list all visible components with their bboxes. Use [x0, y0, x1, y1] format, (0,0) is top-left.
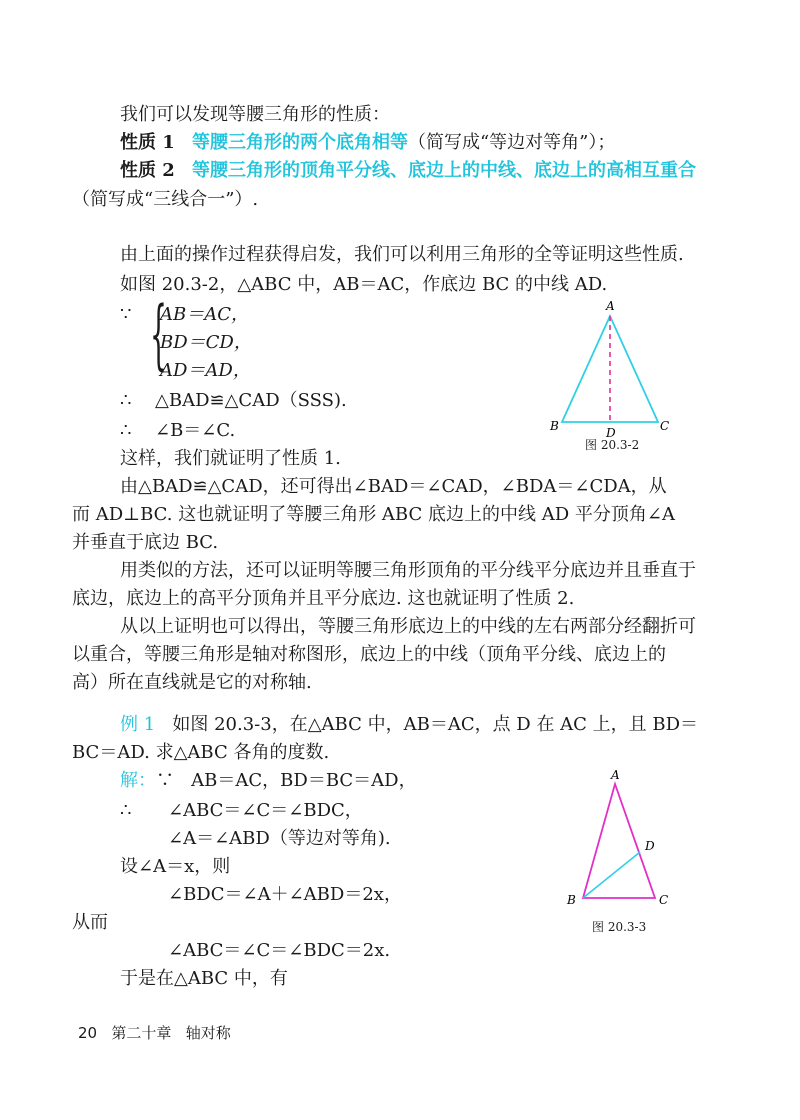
therefore-symbol: ∴: [120, 420, 132, 441]
vertex-label-b: B: [550, 419, 559, 433]
solution-step: ∠A＝∠ABD（等边对等角).: [168, 828, 391, 849]
example-line: [120, 712, 698, 738]
text-line: 由上面的操作过程获得启发，我们可以利用三角形的全等证明这些性质.: [120, 244, 684, 265]
vertex-label-d: D: [645, 839, 655, 853]
vertex-label-a: A: [606, 299, 615, 313]
result-angles: ∠B＝∠C.: [155, 420, 236, 441]
solution-step: ∠ABC＝∠C＝∠BDC＝2x.: [168, 940, 391, 961]
solution-given: AB＝AC，BD＝BC＝AD，: [191, 770, 417, 791]
property-2-label: 性质 2: [120, 160, 175, 181]
text-line: 这样，我们就证明了性质 1.: [120, 448, 341, 469]
text-line: 并垂直于底边 BC.: [72, 532, 219, 553]
text-line: 由△BAD≌△CAD，还可得出∠BAD＝∠CAD，∠BDA＝∠CDA，从: [120, 476, 667, 497]
example-line-2: BC＝AD. 求△ABC 各角的度数.: [72, 742, 330, 763]
result-congruent: △BAD≌△CAD（SSS).: [155, 390, 347, 411]
chapter-title: 轴对称: [185, 1024, 231, 1042]
therefore-symbol: ∴: [120, 800, 132, 821]
property-1-label: 性质 1: [120, 132, 175, 153]
vertex-label-c: C: [659, 893, 669, 907]
property-2-note: （简写成“三线合一”）.: [72, 189, 259, 210]
text-line: 以重合，等腰三角形是轴对称图形，底边上的中线（顶角平分线、底边上的: [72, 644, 666, 665]
solution-step: 于是在△ABC 中，有: [120, 968, 288, 989]
therefore-symbol: ∴: [120, 390, 132, 411]
text-line: 如图 20.3-2，△ABC 中，AB＝AC，作底边 BC 的中线 AD.: [120, 274, 608, 295]
text-line: 从以上证明也可以得出，等腰三角形底边上的中线的左右两部分经翻折可: [120, 616, 696, 637]
property-1-text: 等腰三角形的两个底角相等: [191, 132, 408, 153]
text-line: 用类似的方法，还可以证明等腰三角形顶角的平分线平分底边并且垂直于: [120, 560, 696, 581]
condition-1: AB＝AC，: [160, 304, 249, 325]
solution-step: ∠ABC＝∠C＝∠BDC，: [168, 800, 363, 821]
property-1-note: （简写成“等边对等角”）；: [407, 132, 616, 153]
text-line: 底边，底边上的高平分顶角并且平分底边. 这也就证明了性质 2.: [72, 588, 575, 609]
vertex-label-b: B: [567, 893, 576, 907]
text-line: 高）所在直线就是它的对称轴.: [72, 672, 312, 693]
vertex-label-c: C: [660, 419, 670, 433]
example-text: 如图 20.3-3，在△ABC 中，AB＝AC，点 D 在 AC 上，且 BD＝: [172, 714, 699, 735]
segment-bd: [583, 852, 640, 898]
vertex-label-a: A: [611, 768, 620, 782]
property-2-text: 等腰三角形的顶角平分线、底边上的中线、底边上的高相互重合: [191, 160, 696, 181]
condition-3: AD＝AD，: [160, 360, 251, 381]
because-symbol: ∵: [120, 304, 132, 325]
solution-step: 设∠A＝x，则: [120, 856, 231, 877]
condition-2: BD＝CD，: [160, 332, 252, 353]
figure-isosceles-median: [540, 296, 690, 456]
property-2: [120, 158, 696, 184]
because-symbol: ∵: [156, 770, 174, 791]
vertex-label-d: D: [606, 426, 616, 440]
brace: {: [150, 289, 167, 378]
solution-label: 解：: [120, 770, 156, 791]
figure-caption: 图 20.3-3: [592, 920, 647, 934]
example-label: 例 1: [120, 714, 156, 735]
page-number: 20: [78, 1024, 98, 1042]
property-1: [120, 130, 615, 156]
solution-step: 从而: [72, 912, 108, 933]
solution-step: ∠BDC＝∠A＋∠ABD＝2x，: [168, 884, 402, 905]
figure-caption: 图 20.3-2: [585, 438, 640, 452]
solution-line: [120, 768, 417, 794]
intro-line: 我们可以发现等腰三角形的性质：: [120, 104, 390, 125]
text-line: 而 AD⊥BC. 这也就证明了等腰三角形 ABC 底边上的中线 AD 平分顶角∠A: [72, 504, 675, 525]
figure-isosceles-bd: [555, 768, 685, 918]
page-footer: [78, 1022, 231, 1043]
chapter-label: 第二十章: [111, 1024, 172, 1042]
